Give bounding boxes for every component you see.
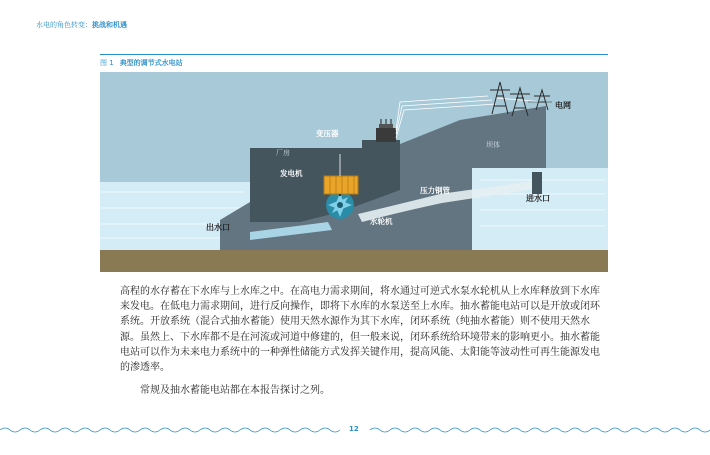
figure-caption	[100, 58, 183, 68]
figure-title: 典型的调节式水电站	[119, 59, 183, 67]
label-grid: 电网	[555, 101, 571, 110]
running-header-bold: 挑战和机遇	[92, 21, 127, 29]
paragraph-1: 高程的水存蓄在下水库与上水库之中。在高电力需求期间，将水通过可逆式水泵水轮机从上水库释放到下水库来发电。在低电力需求期间，进行反向操作，即将下水库的水泵送至上水库。抽水蓄能电站可以是开放或闭环系统。开放系统（混合式抽水蓄能）使用天然水源作为其下水库，闭环系统（纯抽水蓄能）则不使用天然水源。虽然上、下水库都不是在河流或河道中修建的，但一般来说，闭环系统给环境带来的影响更小。抽水蓄能电站可以作为未来电力系统中的一种弹性储能方式发挥关键作用，提高风能、太阳能等波动性可再生能源发电的渗透率。	[120, 286, 600, 374]
header-rule	[100, 54, 608, 55]
label-transformer: 变压器	[316, 129, 339, 138]
label-penstock: 压力钢管	[420, 186, 450, 195]
body-text	[120, 284, 608, 398]
paragraph-2: 常规及抽水蓄能电站都在本报告探讨之列。	[140, 385, 330, 397]
label-outlet: 出水口	[206, 223, 230, 232]
hydropower-diagram	[100, 72, 608, 272]
label-turbine: 水轮机	[370, 217, 393, 226]
page-number: 12	[349, 425, 359, 433]
running-header-prefix: 水电的角色转变：	[36, 21, 92, 29]
label-powerhouse: 厂房	[276, 149, 290, 157]
ground	[100, 250, 608, 272]
intake	[532, 172, 542, 194]
running-header	[36, 20, 127, 30]
label-intake: 进水口	[526, 194, 550, 203]
label-generator: 发电机	[280, 169, 303, 178]
figure-number: 图 1	[100, 59, 114, 67]
label-dam: 坝体	[486, 141, 500, 149]
